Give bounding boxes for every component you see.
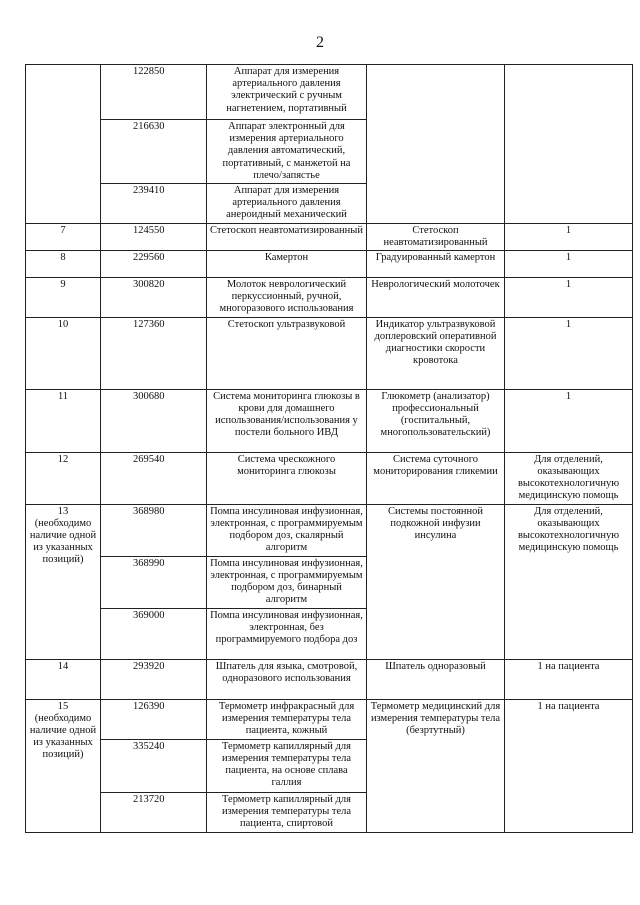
quantity-cell bbox=[505, 65, 633, 224]
table-row bbox=[26, 452, 633, 504]
device-name-cell: Помпа инсулиновая инфузионная, электронная, с программируемым подбором доз, скалярный алгоритм bbox=[207, 504, 367, 556]
required-device-cell: Шпатель одноразовый bbox=[367, 659, 505, 699]
code-cell: 126390 bbox=[101, 699, 207, 739]
device-name-cell: Камертон bbox=[207, 251, 367, 278]
quantity-cell: Для отделений, оказывающих высокотехнологичную медицинскую помощь bbox=[505, 504, 633, 659]
device-name-cell: Аппарат для измерения артериального давления электрический с ручным нагнетением, портативный bbox=[207, 65, 367, 120]
table-row bbox=[26, 317, 633, 389]
code-cell: 368980 bbox=[101, 504, 207, 556]
equipment-table bbox=[25, 64, 633, 833]
code-cell: 293920 bbox=[101, 659, 207, 699]
required-device-cell: Глюкометр (анализатор) профессиональный (госпитальный, многопользовательский) bbox=[367, 389, 505, 452]
required-device-cell: Термометр медицинский для измерения температуры тела (безртутный) bbox=[367, 699, 505, 832]
device-name-cell: Помпа инсулиновая инфузионная, электронная, с программируемым подбором доз, бинарный алгоритм bbox=[207, 556, 367, 608]
required-device-cell: Системы постоянной подкожной инфузии инсулина bbox=[367, 504, 505, 659]
row-number-cell: 12 bbox=[26, 452, 101, 504]
table-row bbox=[26, 659, 633, 699]
table-row bbox=[26, 223, 633, 250]
device-name-cell: Молоток неврологический перкуссионный, ручной, многоразового использования bbox=[207, 278, 367, 318]
code-cell: 368990 bbox=[101, 556, 207, 608]
row-number-cell: 9 bbox=[26, 278, 101, 318]
required-device-cell: Стетоскоп неавтоматизированный bbox=[367, 223, 505, 250]
device-name-cell: Стетоскоп ультразвуковой bbox=[207, 317, 367, 389]
code-cell: 269540 bbox=[101, 452, 207, 504]
device-name-cell: Аппарат электронный для измерения артериального давления автоматический, портативный, с манжетой на плечо/запястье bbox=[207, 120, 367, 184]
page-number: 2 bbox=[316, 34, 324, 51]
quantity-cell: 1 bbox=[505, 317, 633, 389]
code-cell: 124550 bbox=[101, 223, 207, 250]
row-number-cell bbox=[26, 65, 101, 224]
quantity-cell: 1 bbox=[505, 251, 633, 278]
device-name-cell: Система чрескожного мониторинга глюкозы bbox=[207, 452, 367, 504]
code-cell: 122850 bbox=[101, 65, 207, 120]
code-cell: 127360 bbox=[101, 317, 207, 389]
code-cell: 335240 bbox=[101, 739, 207, 792]
table-row bbox=[26, 389, 633, 452]
quantity-cell: 1 на пациента bbox=[505, 659, 633, 699]
device-name-cell: Система мониторинга глюкозы в крови для домашнего использования/использования у постели больного ИВД bbox=[207, 389, 367, 452]
table-row bbox=[26, 504, 633, 556]
table-row bbox=[26, 65, 633, 120]
device-name-cell: Помпа инсулиновая инфузионная, электронная, без программируемого подбора доз bbox=[207, 608, 367, 659]
row-number-cell: 7 bbox=[26, 223, 101, 250]
code-cell: 213720 bbox=[101, 792, 207, 832]
code-cell: 300680 bbox=[101, 389, 207, 452]
table-row bbox=[26, 699, 633, 739]
quantity-cell: 1 bbox=[505, 389, 633, 452]
row-number-cell: 10 bbox=[26, 317, 101, 389]
code-cell: 300820 bbox=[101, 278, 207, 318]
device-name-cell: Шпатель для языка, смотровой, одноразового использования bbox=[207, 659, 367, 699]
row-number-cell: 13 (необходимо наличие одной из указанных позиций) bbox=[26, 504, 101, 659]
quantity-cell: 1 bbox=[505, 278, 633, 318]
device-name-cell: Аппарат для измерения артериального давления анероидный механический bbox=[207, 184, 367, 224]
code-cell: 369000 bbox=[101, 608, 207, 659]
device-name-cell: Термометр капиллярный для измерения температуры тела пациента, спиртовой bbox=[207, 792, 367, 832]
row-number-cell: 11 bbox=[26, 389, 101, 452]
code-cell: 216630 bbox=[101, 120, 207, 184]
code-cell: 239410 bbox=[101, 184, 207, 224]
required-device-cell: Градуированный камертон bbox=[367, 251, 505, 278]
required-device-cell bbox=[367, 65, 505, 224]
table-row bbox=[26, 251, 633, 278]
required-device-cell: Система суточного мониторирования гликемии bbox=[367, 452, 505, 504]
quantity-cell: Для отделений, оказывающих высокотехнологичную медицинскую помощь bbox=[505, 452, 633, 504]
required-device-cell: Индикатор ультразвуковой доплеровский оперативной диагностики скорости кровотока bbox=[367, 317, 505, 389]
quantity-cell: 1 bbox=[505, 223, 633, 250]
row-number-cell: 14 bbox=[26, 659, 101, 699]
required-device-cell: Неврологический молоточек bbox=[367, 278, 505, 318]
device-name-cell: Термометр капиллярный для измерения температуры тела пациента, на основе сплава галлия bbox=[207, 739, 367, 792]
code-cell: 229560 bbox=[101, 251, 207, 278]
device-name-cell: Стетоскоп неавтоматизированный bbox=[207, 223, 367, 250]
quantity-cell: 1 на пациента bbox=[505, 699, 633, 832]
row-number-cell: 8 bbox=[26, 251, 101, 278]
row-number-cell: 15 (необходимо наличие одной из указанных позиций) bbox=[26, 699, 101, 832]
device-name-cell: Термометр инфракрасный для измерения температуры тела пациента, кожный bbox=[207, 699, 367, 739]
table-row bbox=[26, 278, 633, 318]
